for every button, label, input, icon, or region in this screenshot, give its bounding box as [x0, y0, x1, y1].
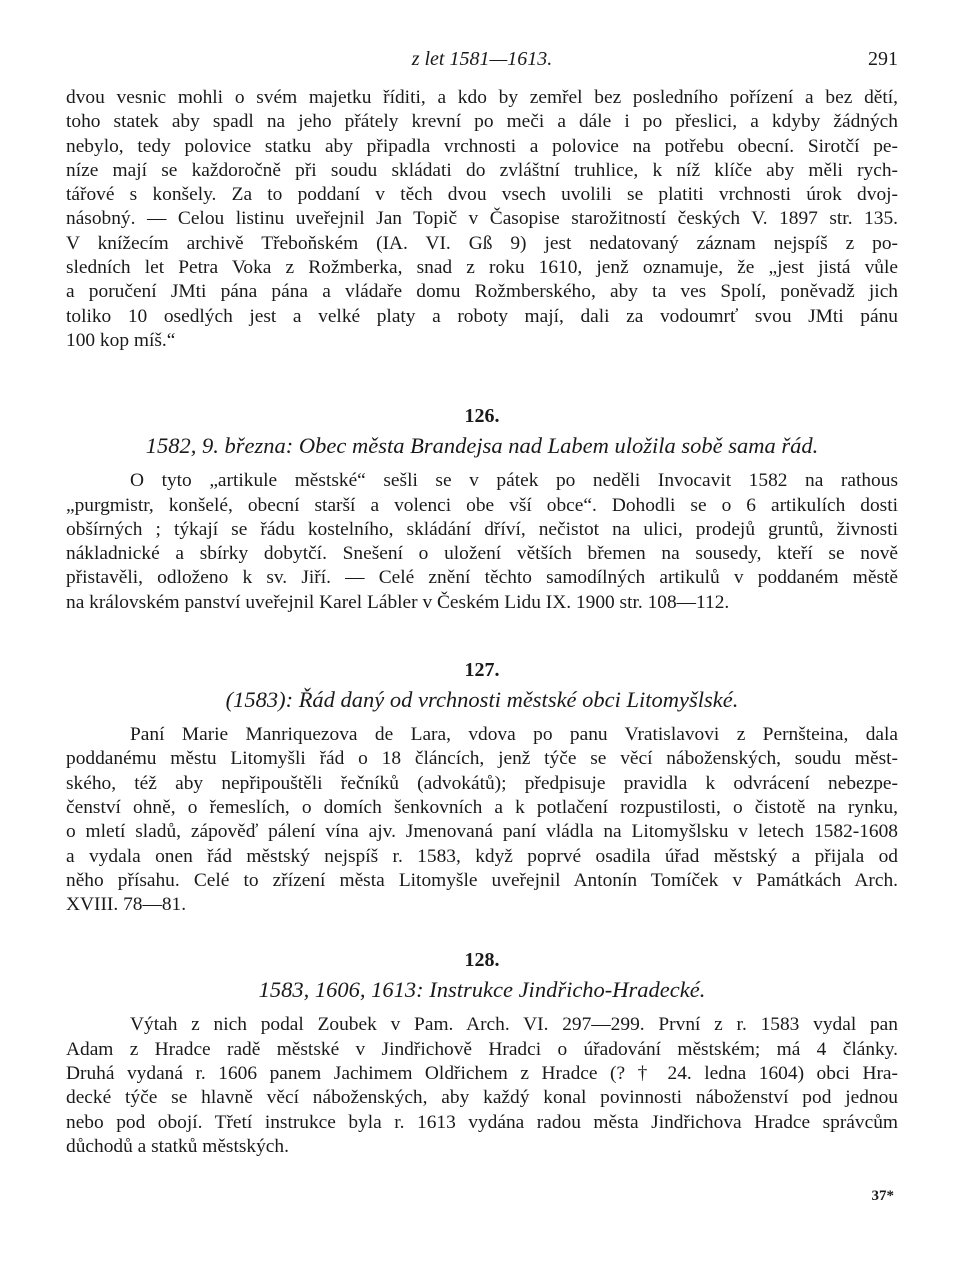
text-line: toho statek aby spadl na jeho přátely krevní po meči a dále i po přeslici, a kdyby žádných	[66, 111, 898, 133]
running-head	[66, 44, 898, 74]
text-line: na královském panství uveřejnil Karel Lábler v Českém Lidu IX. 1900 str. 108—112.	[66, 591, 730, 613]
section-body	[66, 723, 898, 917]
text-line: ského, též aby nepřipouštěli řečníků (advokátů); předpisuje pravidla k odvrácení nebezpe-	[66, 772, 898, 794]
text-line: a vydala onen řád městský nejspíš r. 1583, když poprvé osadila úřad městský a přijala od	[66, 845, 898, 867]
section-title: Řád daný od vrchnosti městské obci Litomyšlské.	[298, 687, 739, 713]
text-line: nebo pod obojí. Třetí instrukce byla r. 1613 vydána radou města Jindřichova Hradce správcům	[66, 1111, 898, 1133]
section-body	[66, 1013, 898, 1159]
section-body	[66, 469, 898, 615]
page-number: 291	[868, 48, 898, 70]
text-line: o mletí sladů, zápověď pálení vína ajv. Jmenovaná paní vládla na Litomyšlsku v letech 1582-1608	[66, 821, 898, 843]
text-line: Adam z Hradce radě městské v Jindřichově Hradci o úřadování městském; má 4 články.	[66, 1038, 898, 1060]
text-line: nákladnické a sbírky dobytčí. Snešení o uložení větších břemen na sousedy, kteří se nově	[66, 543, 898, 565]
section-number: 128.	[464, 949, 500, 972]
section-128	[66, 947, 898, 1159]
text-line: Druhá vydaná r. 1606 panem Jachimem Oldřichem z Hradce (? † 24. ledna 1604) obci Hra-	[66, 1063, 898, 1085]
section-heading	[66, 685, 898, 715]
section-heading	[66, 975, 898, 1005]
section-127	[66, 657, 898, 917]
text-line: čenství ohně, o řemeslích, o domích šenkovních a k potlačení rozpustilosti, o čistotě na rynku,	[66, 796, 898, 818]
text-line: V knížecím archivě Třeboňském (IA. VI. Gß 9) jest nedatovaný záznam nejspíš z po-	[66, 232, 898, 254]
text-line: a poručení JMti pána pána a vládaře domu Rožmberského, aby ta ves Spolí, poněvadž jich	[66, 281, 898, 303]
text-line: 100 kop míš.“	[66, 329, 176, 351]
text-line: důchodů a statků městských.	[66, 1135, 289, 1157]
section-heading	[66, 431, 898, 461]
signature-mark: 37*	[871, 1188, 894, 1204]
text-line: něho přísahu. Celé to zřízení města Litomyšle uveřejnil Antonín Tomíček v Památkách Arch.	[66, 869, 898, 891]
section-date: 1583, 1606, 1613:	[258, 977, 424, 1003]
running-title: z let 1581—1613.	[411, 48, 553, 70]
text-line: XVIII. 78—81.	[66, 894, 187, 916]
text-line: poddanému městu Litomyšli řád o 18 článcích, jenž týče se věcí náboženských, soudu měst-	[66, 748, 898, 770]
text-line: přistavěli, odloženo k sv. Jiří. — Celé znění těchto samodílných artikulů v poddaném městě	[66, 567, 898, 589]
section-title: Obec města Brandejsa nad Labem uložila sobě sama řád.	[298, 433, 819, 459]
text-line: O tyto „artikule městské“ sešli se v pátek po neděli Invocavit 1582 na rathous	[130, 470, 898, 492]
section-date: (1583):	[225, 687, 294, 713]
text-line: dvou vesnic mohli o svém majetku říditi, a kdo by zemřel bez posledního pořízení a bez dětí,	[66, 87, 898, 108]
section-number: 127.	[464, 659, 500, 682]
text-line: níze mají se každoročně při soudu skládati do zvláštní truhlice, k níž klíče aby měli rych-	[66, 159, 898, 181]
text-line: sledních let Petra Voka z Rožmberka, snad z roku 1610, jenž oznamuje, že „jest jistá vůle	[66, 257, 898, 279]
text-line: nebylo, tedy polovice statku aby připadla vrchnosti a polovice na potřebu obecní. Sirotčí pe-	[66, 135, 898, 157]
section-126	[66, 403, 898, 615]
text-line: obšírných ; týkají se řádu kostelního, skládání dříví, nečistot na ulici, prodejů gruntů, živnosti	[66, 518, 898, 540]
document-page	[66, 44, 898, 1159]
text-line: násobný. — Celou listinu uveřejnil Jan Topič v Časopise starožitností českých V. 1897 str. 135.	[66, 208, 898, 230]
section-title: Instrukce Jindřicho-Hradecké.	[429, 977, 706, 1003]
intro-paragraph	[66, 86, 898, 353]
text-line: toliko 10 osedlých jest a velké platy a roboty mají, dali za vodoumrť svou JMti pánu	[66, 305, 898, 327]
section-date: 1582, 9. března:	[145, 433, 294, 459]
text-line: Výtah z nich podal Zoubek v Pam. Arch. VI. 297—299. První z r. 1583 vydal pan	[130, 1014, 898, 1036]
section-number: 126.	[464, 405, 500, 428]
text-line: „purgmistr, konšelé, obecní starší a volenci obe vší obce“. Dohodli se o 6 artikulích dosti	[66, 494, 898, 516]
text-line: Paní Marie Manriquezova de Lara, vdova po panu Vratislavovi z Pernšteina, dala	[130, 724, 898, 746]
text-line: tářové s konšely. Za to poddaní v těch dvou vsech uvolili se platiti vrchnosti úrok dvoj-	[66, 184, 898, 206]
text-line: decké týče se hlavně věcí náboženských, aby každý konal povinnosti náboženství pod jednou	[66, 1087, 898, 1109]
